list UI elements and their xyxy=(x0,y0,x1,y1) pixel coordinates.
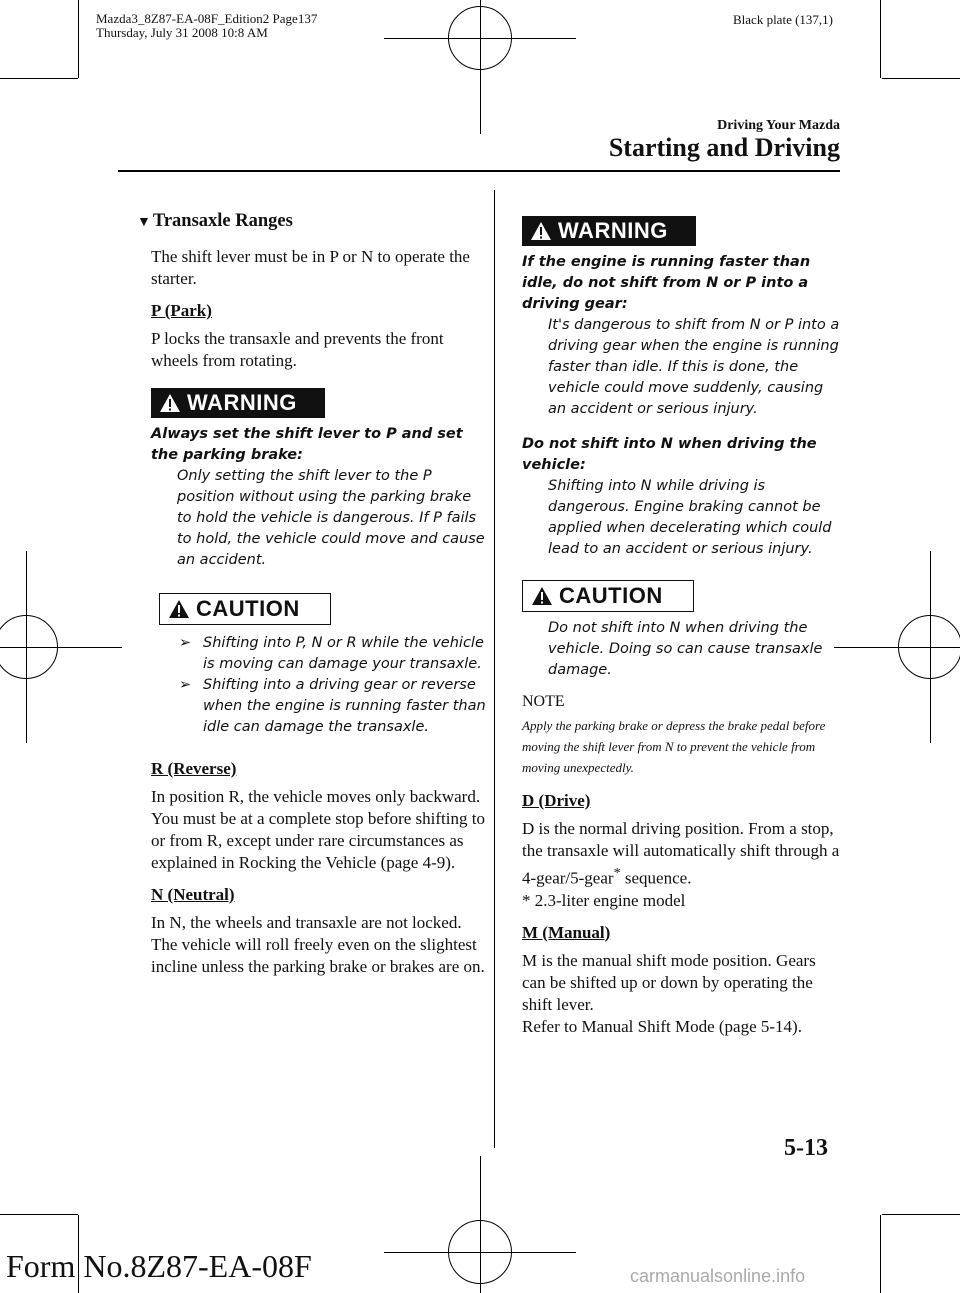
warning-badge: WARNING xyxy=(522,216,696,246)
crop-mark xyxy=(882,78,960,79)
page-number: 5-13 xyxy=(784,1135,828,1161)
note-text: Apply the parking brake or depress the brake pedal before moving the shift lever from N to prevent the vehicle from moving unexpectedly. xyxy=(522,718,826,775)
warning-body: Only setting the shift lever to the P position without using the parking brake to hold the vehicle is dangerous. If P fails to hold, the vehicle could move and cause an accident. xyxy=(177,468,485,568)
print-metadata xyxy=(96,12,317,40)
warning-body: It's dangerous to shift from N or P into a driving gear when the engine is running faster than idle. If this is done, the vehicle could move suddenly, causing an accident or serious injury. xyxy=(548,317,840,417)
column-divider xyxy=(494,190,495,1148)
caution-text: Do not shift into N when driving the vehicle. Doing so can cause transaxle damage. xyxy=(548,620,823,678)
registration-mark-right xyxy=(898,615,960,679)
plate-label: Black plate (137,1) xyxy=(733,12,833,27)
section-title: Starting and Driving xyxy=(608,133,840,162)
print-timestamp: Thursday, July 31 2008 10:8 AM xyxy=(96,25,268,40)
reverse-text: In position R, the vehicle moves only backward. You must be at a complete stop before shifting to or from R, except under rare circumstances as explained in Rocking the Vehicle (page 4-9). xyxy=(151,787,485,872)
crop-mark xyxy=(0,78,78,79)
registration-mark-left xyxy=(0,615,58,679)
warning-heading: Do not shift into N when driving the vehicle: xyxy=(522,436,817,473)
warning-icon xyxy=(159,393,181,413)
warning-box xyxy=(522,252,842,560)
warning-badge: WARNING xyxy=(151,388,325,418)
drive-heading: D (Drive) xyxy=(522,791,591,810)
park-text: P locks the transaxle and prevents the front wheels from rotating. xyxy=(151,329,444,370)
crop-mark xyxy=(880,0,881,78)
warning-body: Shifting into N while driving is dangerous. Engine braking cannot be applied when decelerating which could lead to an accident or serious injury. xyxy=(548,478,832,557)
header-rule xyxy=(118,170,840,172)
park-heading: P (Park) xyxy=(151,301,212,320)
note-label: NOTE xyxy=(522,693,565,710)
crop-mark xyxy=(78,0,79,78)
caution-icon xyxy=(168,599,190,619)
warning-heading: Always set the shift lever to P and set the parking brake: xyxy=(151,426,463,463)
print-file-name: Mazda3_8Z87-EA-08F_Edition2 Page137 xyxy=(96,11,318,26)
chapter-title: Driving Your Mazda xyxy=(717,118,840,133)
manual-heading: M (Manual) xyxy=(522,922,611,942)
caution-badge: CAUTION xyxy=(159,593,331,625)
warning-box xyxy=(151,424,489,571)
arrow-bullet-icon: ➢ xyxy=(179,677,192,693)
manual-text: M is the manual shift mode position. Gears can be shifted up or down by operating the shift lever. xyxy=(522,950,816,1014)
crop-mark xyxy=(882,1214,960,1215)
warning-heading: If the engine is running faster than idle, do not shift from N or P into a driving gear: xyxy=(522,254,811,312)
right-column xyxy=(522,210,842,1048)
caution-list xyxy=(177,633,489,738)
warning-icon xyxy=(530,221,552,241)
manual-reference: Refer to Manual Shift Mode (page 5-14). xyxy=(522,1016,802,1036)
left-column xyxy=(137,210,489,988)
crop-mark xyxy=(0,1214,78,1215)
topic-heading: ▼ Transaxle Ranges xyxy=(137,211,293,231)
site-watermark: carmanualsonline.info xyxy=(630,1266,806,1286)
list-item: ➢ Shifting into P, N or R while the vehicle is moving can damage your transaxle. xyxy=(179,635,484,672)
neutral-heading: N (Neutral) xyxy=(151,885,235,904)
drive-text: D is the normal driving position. From a stop, the transaxle will automatically shift through a 4-gear/5-gear* sequence. xyxy=(522,819,840,888)
footnote: * 2.3-liter engine model xyxy=(522,890,686,910)
registration-mark-top xyxy=(448,6,512,70)
list-item: ➢ Shifting into a driving gear or reverse when the engine is running faster than idle can damage the transaxle. xyxy=(179,677,486,735)
triangle-down-icon: ▼ xyxy=(137,215,151,230)
form-number: Form No.8Z87-EA-08F xyxy=(6,1248,312,1284)
neutral-text: In N, the wheels and transaxle are not locked. The vehicle will roll freely even on the slightest incline unless the parking brake or brakes are on. xyxy=(151,913,485,976)
registration-mark-bottom xyxy=(448,1220,512,1284)
crop-mark xyxy=(880,1215,881,1293)
intro-text: The shift lever must be in P or N to operate the starter. xyxy=(151,247,470,288)
reverse-heading: R (Reverse) xyxy=(151,759,237,778)
caution-badge: CAUTION xyxy=(522,580,694,612)
arrow-bullet-icon: ➢ xyxy=(179,635,192,651)
caution-icon xyxy=(531,586,553,606)
